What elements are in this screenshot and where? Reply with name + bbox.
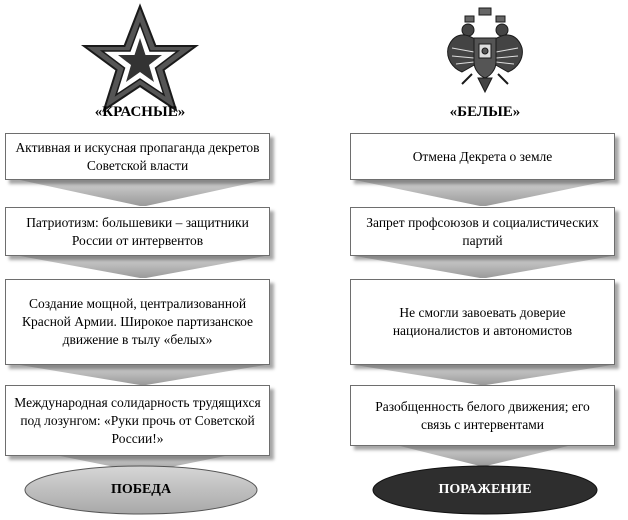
red-factor-1: Активная и искусная пропаганда декретов Советской власти — [5, 133, 270, 180]
defeat-label: ПОРАЖЕНИЕ — [438, 482, 532, 497]
white-factor-2: Запрет профсоюзов и социалистических партий — [350, 207, 615, 256]
left-funnel-1 — [20, 180, 265, 206]
right-funnel-2 — [355, 256, 612, 278]
white-factor-4: Разобщенность белого движения; его связь с интервентами — [350, 385, 615, 446]
white-factor-1: Отмена Декрета о земле — [350, 133, 615, 180]
white-heading: «БЕЛЫЕ» — [449, 104, 521, 120]
white-factor-3: Не смогли завоевать доверие националистов и автономистов — [350, 279, 615, 365]
red-star-icon — [84, 6, 196, 110]
left-funnel-2 — [20, 256, 265, 278]
red-factor-2: Патриотизм: большевики – защитники России от интервентов — [5, 207, 270, 256]
red-factor-3: Создание мощной, централизованной Красной Армии. Широкое партизанское движение в тылу «белых» — [5, 279, 270, 365]
right-funnel-3 — [355, 365, 612, 385]
right-funnel-4 — [400, 446, 568, 466]
left-funnel-3 — [20, 365, 265, 385]
right-funnel-1 — [355, 180, 612, 206]
victory-label: ПОБЕДА — [110, 482, 172, 497]
double-headed-eagle-icon — [448, 8, 523, 92]
red-heading: «КРАСНЫЕ» — [94, 104, 186, 120]
red-factor-4: Международная солидарность трудящихся под лозунгом: «Руки прочь от Советской России!» — [5, 385, 270, 456]
